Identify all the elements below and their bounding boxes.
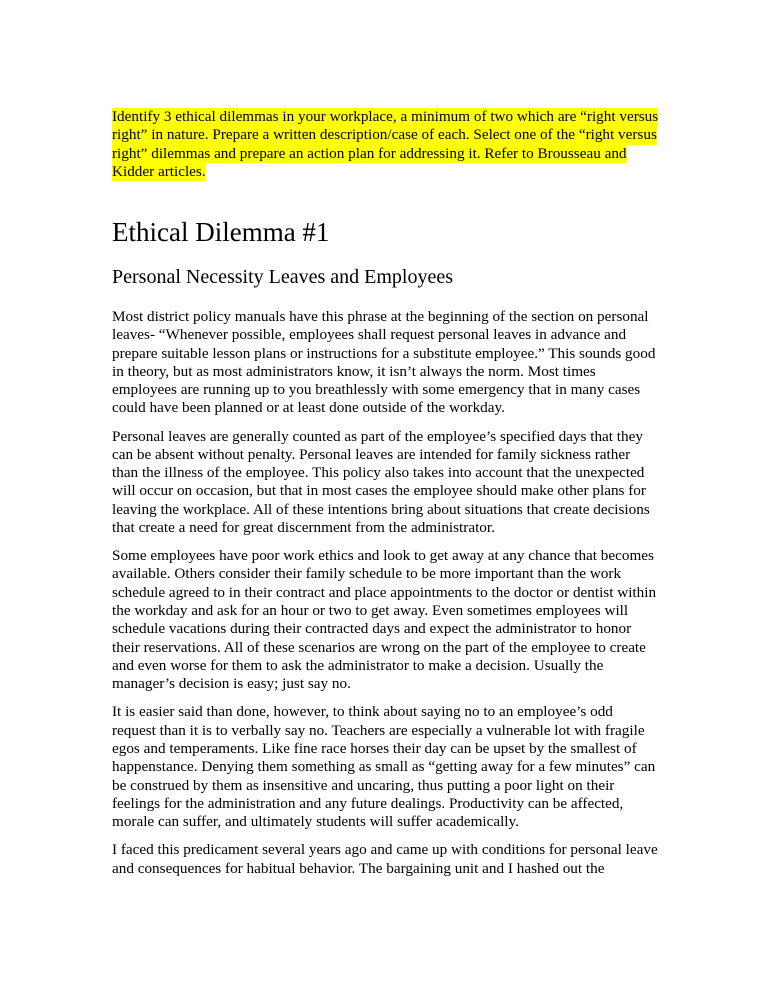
document-body xyxy=(112,308,658,888)
highlighted-text-line: Identify 3 ethical dilemmas in your workplace, a minimum of two which are “right versus xyxy=(112,108,659,125)
paragraph-line: schedule vacations during their contracted days and expect the administrator to honor xyxy=(112,620,632,638)
paragraph-line: egos and temperaments. Like fine race horses their day can be upset by the smallest of xyxy=(112,739,637,757)
highlighted-text-line: right” in nature. Prepare a written description/case of each. Select one of the “right versus xyxy=(112,126,657,144)
paragraph xyxy=(112,547,658,693)
assignment-line xyxy=(112,108,658,126)
paragraph xyxy=(112,428,658,538)
paragraph-line: and even worse for them to ask the administrator to make a decision. Usually the xyxy=(112,656,604,674)
paragraph-line: happenstance. Denying them something as small as “getting away for a few minutes” can xyxy=(112,758,656,776)
paragraph-line: request than it is to verbally say no. Teachers are especially a vulnerable lot with fragile xyxy=(112,721,645,739)
paragraph-line: can be absent without penalty. Personal leaves are intended for family sickness rather xyxy=(112,445,631,463)
paragraph-line: and consequences for habitual behavior. The bargaining unit and I hashed out the xyxy=(112,859,605,877)
assignment-line xyxy=(112,126,658,144)
paragraph-line: morale can suffer, and ultimately students will suffer academically. xyxy=(112,813,519,831)
paragraph-line: prepare suitable lesson plans or instructions for a substitute employee.” This sounds good xyxy=(112,344,656,362)
paragraph-line: manager’s decision is easy; just say no. xyxy=(112,675,351,693)
paragraph-line: leaves- “Whenever possible, employees shall request personal leaves in advance and xyxy=(112,326,627,344)
paragraph-line: their reservations. All of these scenarios are wrong on the part of the employee to create xyxy=(112,638,646,656)
paragraph-line: in theory, but as most administrators know, it isn’t always the norm. Most times xyxy=(112,362,596,380)
assignment-prompt xyxy=(112,108,658,181)
paragraph xyxy=(112,841,658,878)
highlighted-text-line: Kidder articles. xyxy=(112,162,206,180)
paragraph-line: available. Others consider their family schedule to be more important than the work xyxy=(112,565,622,583)
paragraph-line: than the illness of the employee. This policy also takes into account that the unexpected xyxy=(112,464,645,482)
paragraph-line: the workday and ask for an hour or two to get away. Even sometimes employees will xyxy=(112,602,629,620)
paragraph xyxy=(112,703,658,831)
paragraph-line: will occur on occasion, but that in most cases the employee should make other plans for xyxy=(112,482,646,500)
paragraph-line: be construed by them as insensitive and uncaring, thus putting a poor light on their xyxy=(112,776,615,794)
assignment-line xyxy=(112,145,658,163)
paragraph-line: that create a need for great discernment from the administrator. xyxy=(112,519,495,537)
page-heading: Ethical Dilemma #1 xyxy=(112,217,330,247)
paragraph-line: feelings for the administration and any future dealings. Productivity can be affected, xyxy=(112,794,624,812)
paragraph-line: Most district policy manuals have this phrase at the beginning of the section on personal xyxy=(112,308,649,325)
paragraph-line: Personal leaves are generally counted as part of the employee’s specified days that they xyxy=(112,427,643,445)
paragraph-line: I faced this predicament several years ago and came up with conditions for personal leave xyxy=(112,841,658,859)
assignment-line xyxy=(112,163,658,181)
section-subheading: Personal Necessity Leaves and Employees xyxy=(112,266,454,288)
paragraph-line: It is easier said than done, however, to think about saying no to an employee’s odd xyxy=(112,703,613,721)
paragraph-line: Some employees have poor work ethics and look to get away at any chance that becomes xyxy=(112,547,654,565)
paragraph xyxy=(112,308,658,418)
paragraph-line: could have been planned or at least done outside of the workday. xyxy=(112,399,505,417)
highlighted-text-line: right” dilemmas and prepare an action plan for addressing it. Refer to Brousseau and xyxy=(112,144,627,162)
paragraph-line: schedule agreed to in their contract and place appointments to the doctor or dentist within xyxy=(112,583,657,601)
paragraph-line: leaving the workplace. All of these intentions bring about situations that create decisions xyxy=(112,500,650,518)
paragraph-line: employees are running up to you breathlessly with some emergency that in many cases xyxy=(112,381,641,399)
